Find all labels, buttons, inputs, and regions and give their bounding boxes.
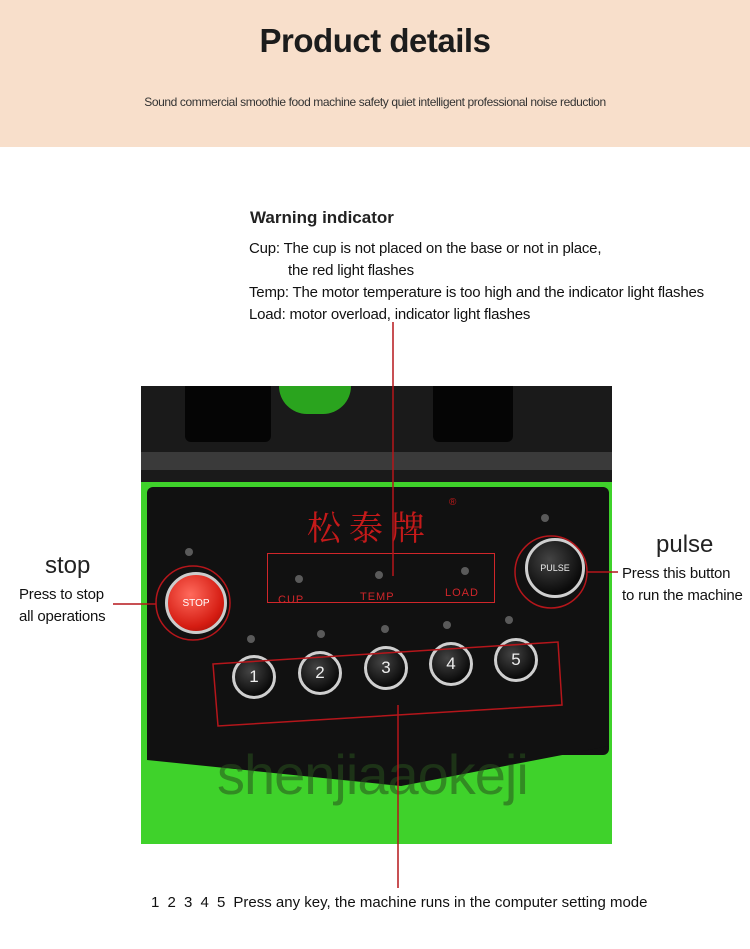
stop-callout-line1: Press to stop xyxy=(19,586,104,603)
stop-highlight-circle xyxy=(156,566,230,640)
program-button-2[interactable]: 2 xyxy=(298,651,342,695)
bottom-numbers: 1 2 3 4 5 xyxy=(151,894,226,911)
pulse-highlight-circle xyxy=(515,536,587,608)
program-button-4[interactable]: 4 xyxy=(429,642,473,686)
page-title: Product details xyxy=(259,22,491,59)
warning-cup-line-2: the red light flashes xyxy=(288,262,414,279)
warning-title: Warning indicator xyxy=(250,208,394,227)
warning-cup-line: Cup: The cup is not placed on the base or not in place, xyxy=(249,240,602,257)
pulse-callout-line1: Press this button xyxy=(622,565,731,582)
registered-mark: ® xyxy=(449,497,457,508)
program-button-1[interactable]: 1 xyxy=(232,655,276,699)
bottom-caption xyxy=(151,894,648,911)
program-button-5[interactable]: 5 xyxy=(494,638,538,682)
pulse-button[interactable]: PULSE xyxy=(525,538,585,598)
page-subtitle: Sound commercial smoothie food machine safety quiet intelligent professional noise reduction xyxy=(144,95,606,109)
stop-callout-title: stop xyxy=(45,552,91,579)
cup-indicator-label: CUP xyxy=(278,594,305,606)
pulse-callout-title: pulse xyxy=(656,531,714,558)
number-buttons-highlight xyxy=(213,642,562,726)
stop-button[interactable]: STOP xyxy=(165,572,227,634)
brand-logo: 松泰牌 xyxy=(307,509,433,549)
pulse-callout-line2: to run the machine xyxy=(622,587,743,604)
bottom-text: Press any key, the machine runs in the computer setting mode xyxy=(233,894,648,911)
temp-indicator-label: TEMP xyxy=(360,591,395,603)
warning-temp-line: Temp: The motor temperature is too high and the indicator light flashes xyxy=(249,284,704,301)
load-indicator-label: LOAD xyxy=(445,587,479,599)
stop-callout-line2: all operations xyxy=(19,608,106,625)
watermark-text: shenjiaaokeji xyxy=(217,743,528,806)
program-button-3[interactable]: 3 xyxy=(364,646,408,690)
warning-load-line: Load: motor overload, indicator light flashes xyxy=(249,306,531,323)
